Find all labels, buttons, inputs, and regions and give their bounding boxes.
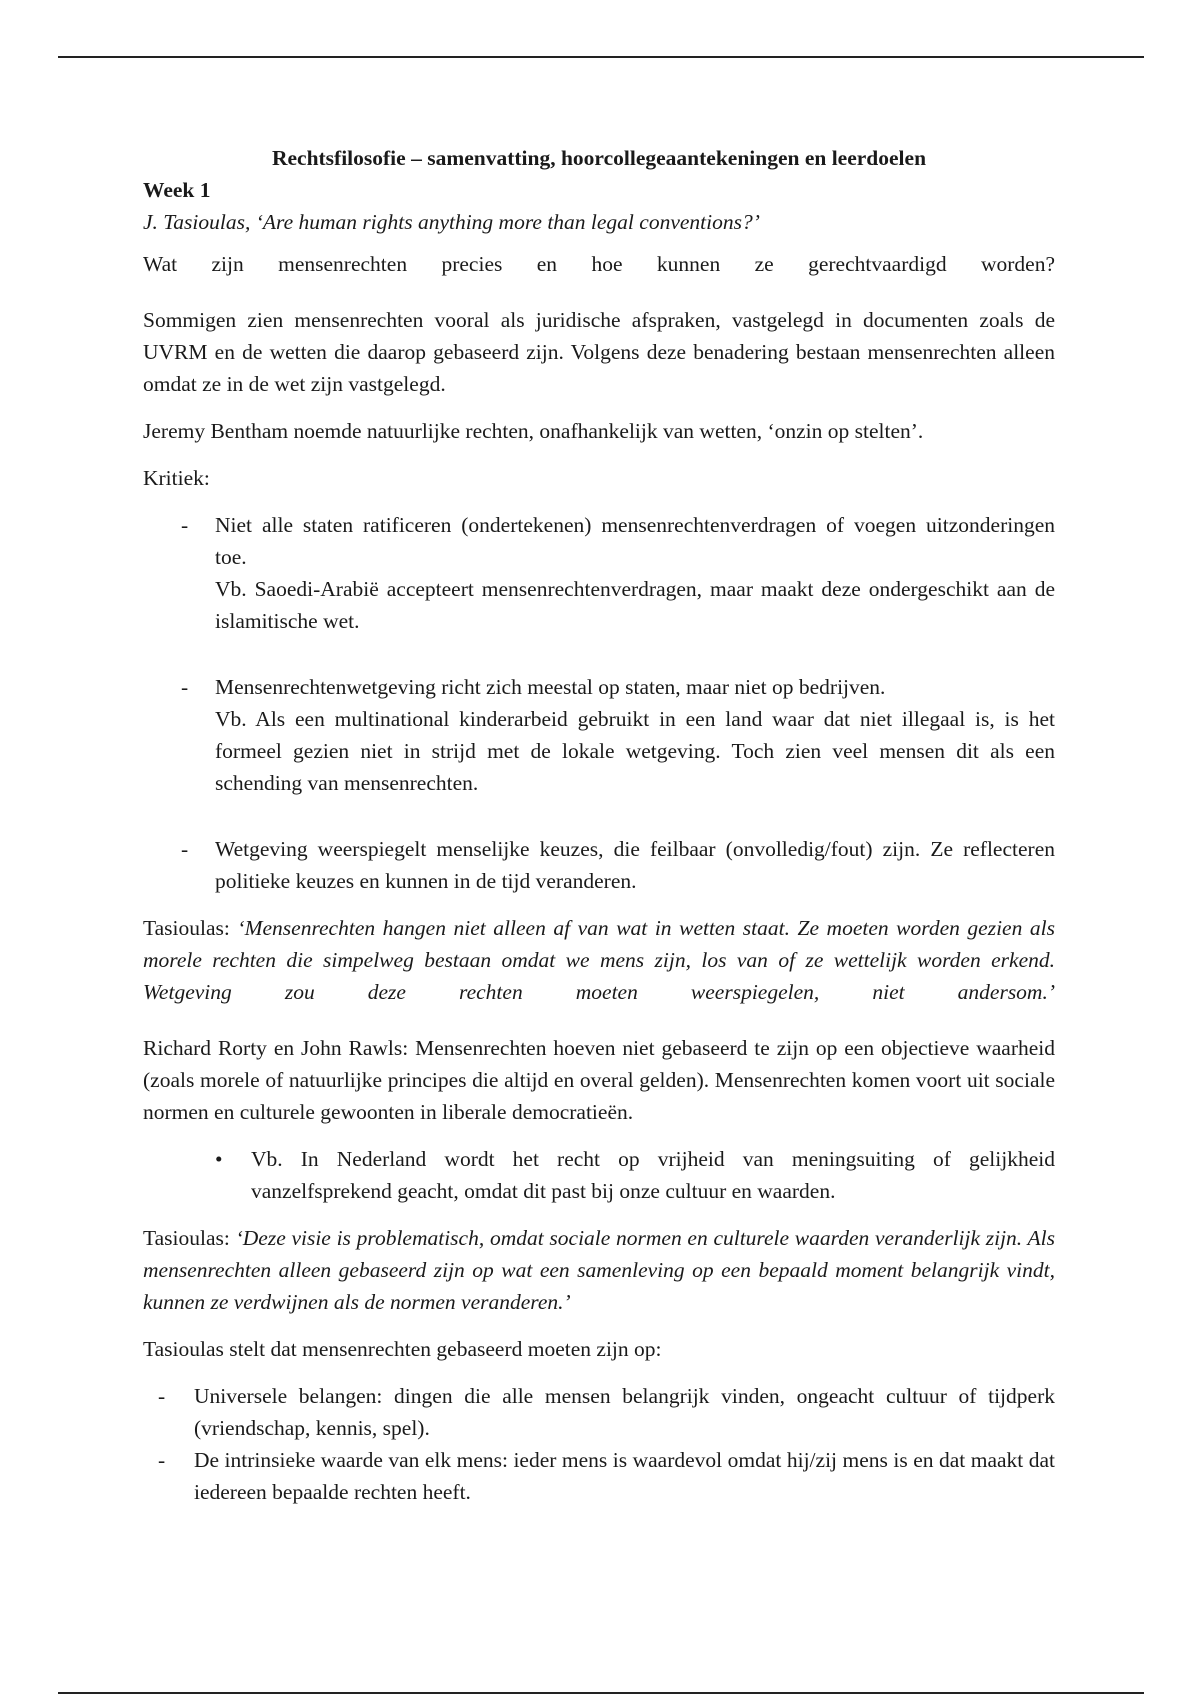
- paragraph-basis: Tasioulas stelt dat mensenrechten gebaseerd moeten zijn op:: [143, 1337, 662, 1361]
- list-item-example: Vb. Als een multinational kinderarbeid gebruikt in een land waar dat niet illegaal is, is het formeel gezien niet in strijd met de lokale wetgeving. Toch zien veel mensen dit als een schending van mensenrechten.: [215, 707, 1055, 795]
- paragraph-legal-view: Sommigen zien mensenrechten vooral als juridische afspraken, vastgelegd in documenten zoals de UVRM en de wetten die daarop gebaseerd zijn. Volgens deze benadering bestaan mensenrechten alleen omdat ze in de wet zijn vastgelegd.: [143, 308, 1055, 396]
- list-item: [143, 833, 1055, 897]
- list-item-text: Wetgeving weerspiegelt menselijke keuzes, die feilbaar (onvolledig/fout) zijn. Ze reflecteren politieke keuzes en kunnen in de tijd veranderen.: [215, 837, 1055, 893]
- tasioulas-quote-1: [143, 912, 1055, 1008]
- list-item-text: De intrinsieke waarde van elk mens: ieder mens is waardevol omdat hij/zij mens is en dat maakt dat iedereen bepaalde rechten heeft.: [194, 1448, 1055, 1504]
- document-body: [143, 142, 1055, 1508]
- list-item: [143, 1143, 1055, 1207]
- quote-speaker: Tasioulas:: [143, 1226, 236, 1250]
- rorty-example-list: [143, 1143, 1055, 1207]
- kritiek-list: [143, 509, 1055, 897]
- kritiek-label: Kritiek:: [143, 466, 210, 490]
- list-item: [143, 671, 1055, 799]
- intro-question: Wat zijn mensenrechten precies en hoe kunnen ze gerechtvaardigd worden?: [143, 252, 1055, 276]
- dash-marker: -: [158, 1448, 166, 1472]
- dash-marker: -: [181, 513, 189, 537]
- list-item: [143, 1444, 1055, 1508]
- paragraph-bentham: Jeremy Bentham noemde natuurlijke rechten, onafhankelijk van wetten, ‘onzin op stelten’.: [143, 419, 924, 443]
- footer-rule: [58, 1692, 1144, 1694]
- week-heading: Week 1: [143, 178, 211, 202]
- list-item-text: Universele belangen: dingen die alle mensen belangrijk vinden, ongeacht cultuur of tijdperk (vriendschap, kennis, spel).: [194, 1384, 1055, 1440]
- list-item-text: Vb. In Nederland wordt het recht op vrijheid van meningsuiting of gelijkheid vanzelfsprekend geacht, omdat dit past bij onze cultuur en waarden.: [251, 1147, 1055, 1203]
- quote-speaker: Tasioulas:: [143, 916, 238, 940]
- list-item: [143, 509, 1055, 637]
- paragraph-rorty-rawls: Richard Rorty en John Rawls: Mensenrechten hoeven niet gebaseerd te zijn op een objectieve waarheid (zoals morele of natuurlijke principes die altijd en overal gelden). Mensenrechten komen voort uit sociale normen en culturele gewoonten in liberale democratieën.: [143, 1036, 1055, 1124]
- basis-list: [143, 1380, 1055, 1508]
- source-reference: J. Tasioulas, ‘Are human rights anything more than legal conventions?’: [143, 210, 760, 234]
- dash-marker: -: [158, 1384, 166, 1408]
- dash-marker: -: [181, 675, 189, 699]
- list-item: [143, 1380, 1055, 1444]
- tasioulas-quote-2: [143, 1222, 1055, 1318]
- list-item-example: Vb. Saoedi-Arabië accepteert mensenrechtenverdragen, maar maakt deze ondergeschikt aan de islamitische wet.: [215, 577, 1055, 633]
- header-rule: [58, 56, 1144, 58]
- document-title: Rechtsfilosofie – samenvatting, hoorcollegeaantekeningen en leerdoelen: [271, 146, 927, 170]
- list-item-text: Mensenrechtenwetgeving richt zich meestal op staten, maar niet op bedrijven.: [215, 675, 886, 699]
- bullet-marker: •: [215, 1147, 223, 1171]
- quote-text: ‘Deze visie is problematisch, omdat sociale normen en culturele waarden veranderlijk zijn. Als mensenrechten alleen gebaseerd zijn op wat een samenleving op een bepaald moment belangrijk vindt, kunnen ze verdwijnen als de normen veranderen.’: [143, 1226, 1055, 1314]
- list-item-text: Niet alle staten ratificeren (ondertekenen) mensenrechtenverdragen of voegen uitzonderingen toe.: [215, 513, 1055, 569]
- quote-text: ‘Mensenrechten hangen niet alleen af van wat in wetten staat. Ze moeten worden gezien als morele rechten die simpelweg bestaan omdat we mens zijn, los van of ze wettelijk worden erkend. Wetgeving zou deze rechten moeten weerspiegelen, niet andersom.’: [143, 916, 1055, 1004]
- dash-marker: -: [181, 837, 189, 861]
